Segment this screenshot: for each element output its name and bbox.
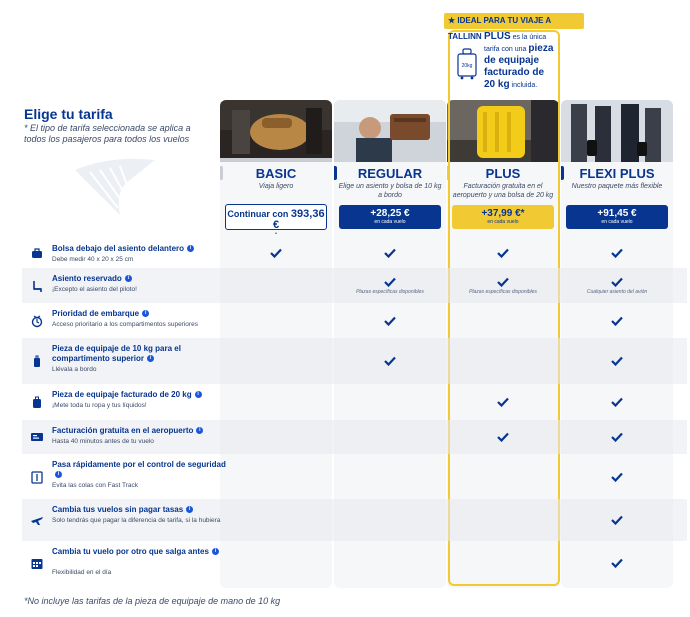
info-icon[interactable]: i — [195, 391, 202, 398]
feature-title: Pasa rápidamente por el control de seguridadi — [52, 460, 226, 478]
seat-icon — [30, 279, 44, 293]
check-icon — [611, 277, 623, 287]
feature-note: Cualquier asiento del avión — [586, 288, 648, 295]
info-icon[interactable]: i — [187, 245, 194, 252]
check-icon — [497, 277, 509, 287]
check-icon — [497, 397, 509, 407]
page-title: Elige tu tarifa — [24, 106, 113, 122]
feature-description: Llévala a bordo — [52, 366, 97, 373]
price-note: en cada vuelo — [601, 219, 633, 225]
info-icon[interactable]: i — [55, 471, 62, 478]
fare-image-basic — [220, 100, 332, 162]
cabin-bag-icon — [30, 354, 44, 368]
feature-row — [22, 541, 687, 585]
info-icon[interactable]: i — [212, 548, 219, 555]
feature-title: Cambia tu vuelo por otro que salga antes i — [52, 547, 232, 557]
check-icon — [384, 316, 396, 326]
feature-title: Facturación gratuita en el aeropuerto i — [52, 426, 232, 436]
check-icon — [384, 277, 396, 287]
check-icon — [497, 432, 509, 442]
info-icon[interactable]: i — [186, 506, 193, 513]
checked-bag-icon — [30, 395, 44, 409]
fare-subtitle: Elige un asiento y bolsa de 10 kg a bordo — [338, 183, 442, 199]
feature-description: ¡Excepto el asiento del piloto! — [52, 286, 137, 293]
check-icon — [611, 432, 623, 442]
info-icon[interactable]: i — [147, 355, 154, 362]
fare-subtitle: Nuestro paquete más flexible — [571, 183, 663, 190]
check-icon — [611, 515, 623, 525]
price-amount: 393,36 € — [272, 208, 325, 231]
check-icon — [611, 397, 623, 407]
feature-title: Prioridad de embarque i — [52, 309, 232, 319]
price-note: • — [275, 231, 277, 237]
feature-description: Solo tendrás que pagar la diferencia de tarifa, si la hubiera — [52, 517, 221, 524]
feature-note: Plazas específicas disponibles — [356, 288, 424, 295]
suitcase-icon — [456, 48, 478, 80]
fare-name: REGULAR — [357, 166, 423, 181]
feature-row — [22, 499, 687, 541]
ideal-badge: ★ IDEAL PARA TU VIAJE A TALLINN — [444, 13, 584, 29]
fare-subtitle: Viaja ligero — [258, 183, 294, 190]
fare-note: * El tipo de tarifa seleccionada se aplica a todos los pasajeros para todos los vuelos — [24, 123, 191, 144]
fare-subtitle: Facturación gratuita en el aeropuerto y una bolsa de 20 kg — [452, 183, 554, 199]
feature-title: Bolsa debajo del asiento delantero i — [52, 244, 232, 254]
check-icon — [611, 356, 623, 366]
harp-logo-watermark — [70, 150, 160, 220]
footnote: *No incluye las tarifas de la pieza de equipaje de mano de 10 kg — [24, 596, 281, 606]
continue-basic-button[interactable] — [225, 204, 327, 237]
select-flexi-plus-button[interactable] — [566, 205, 668, 229]
airport-checkin-icon — [30, 430, 44, 444]
feature-row — [22, 338, 687, 384]
price-prefix: Continuar con — [227, 209, 291, 219]
feature-title: Asiento reservado i — [52, 274, 232, 284]
feature-description: ¡Mete toda tu ropa y tus líquidos! — [52, 402, 147, 409]
check-icon — [611, 558, 623, 568]
bag-weight-label: 20kg — [461, 63, 473, 69]
feature-row — [22, 454, 687, 499]
calendar-icon — [30, 556, 44, 570]
feature-row — [22, 420, 687, 454]
feature-description: Hasta 40 minutos antes de tu vuelo — [52, 438, 154, 445]
price-amount: +37,99 €* — [481, 208, 525, 219]
price-amount: +91,45 € — [597, 208, 637, 219]
feature-row — [22, 268, 687, 303]
feature-description: Debe medir 40 x 20 x 25 cm — [52, 256, 134, 263]
fare-name: PLUS — [485, 166, 521, 181]
info-icon[interactable]: i — [142, 310, 149, 317]
feature-title: Pieza de equipaje de 10 kg para el compartimento superior i — [52, 344, 181, 363]
price-amount: +28,25 € — [370, 208, 410, 219]
check-icon — [384, 356, 396, 366]
price-note: en cada vuelo — [487, 219, 519, 225]
select-regular-button[interactable] — [339, 205, 441, 229]
feature-description: Flexibilidad en el día — [52, 569, 112, 576]
plane-change-icon — [30, 513, 44, 527]
star-icon: ★ — [448, 16, 458, 25]
fast-track-icon — [30, 470, 44, 484]
fare-name: FLEXI PLUS — [579, 166, 655, 181]
feature-title: Pieza de equipaje facturado de 20 kg i — [52, 390, 232, 400]
check-icon — [611, 248, 623, 258]
price-note: en cada vuelo — [374, 219, 406, 225]
check-icon — [611, 472, 623, 482]
info-icon[interactable]: i — [125, 275, 132, 282]
check-icon — [384, 248, 396, 258]
bag-under-seat-icon — [30, 246, 44, 260]
feature-description: Acceso prioritario a los compartimentos superiores — [52, 321, 198, 328]
info-icon[interactable]: i — [196, 427, 203, 434]
feature-row — [22, 238, 687, 268]
feature-title: Cambia tus vuelos sin pagar tasas i — [52, 505, 232, 515]
feature-description: Evita las colas con Fast Track — [52, 482, 138, 489]
feature-row — [22, 384, 687, 420]
check-icon — [497, 248, 509, 258]
feature-row — [22, 303, 687, 338]
check-icon — [611, 316, 623, 326]
priority-boarding-icon — [30, 314, 44, 328]
fare-image-regular — [334, 100, 446, 162]
fare-image-flexi-plus — [561, 100, 673, 162]
plus-info: PLUS es la única tarifa con una pieza de equipaje facturado de 20 kg incluida. — [484, 31, 554, 90]
feature-note: Plazas específicas disponibles — [469, 288, 537, 295]
check-icon — [270, 248, 282, 258]
fare-name: BASIC — [255, 166, 297, 181]
